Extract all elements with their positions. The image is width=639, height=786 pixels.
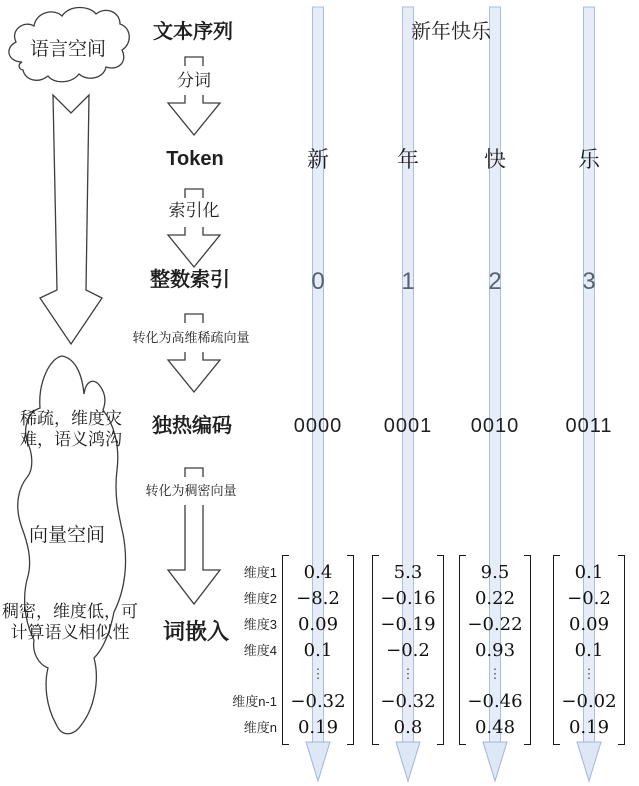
onehot-value-4: 0011	[565, 415, 613, 437]
language-space-label: 语言空间	[29, 39, 106, 60]
index-value-4: 3	[582, 268, 596, 295]
vector-value: −0.19	[380, 614, 436, 635]
transition-tokenize: 分词	[177, 71, 211, 90]
dim-label: 维度2	[243, 591, 277, 606]
vector-ellipsis: ⋮	[488, 667, 502, 682]
embedding-vector-1	[282, 555, 354, 745]
embedding-vector-3	[459, 555, 531, 745]
vector-value: −0.16	[380, 588, 436, 609]
vector-value: 0.8	[393, 717, 423, 738]
sparse-note-line-2: 难，语义鸿沟	[20, 430, 122, 449]
transition-to-sparse: 转化为高维稀疏向量	[132, 330, 250, 345]
vector-value: 0.09	[297, 614, 339, 635]
vector-value: 0.48	[474, 717, 516, 738]
vector-value: −0.32	[380, 691, 436, 712]
index-value-3: 2	[488, 268, 502, 295]
vector-value: 0.93	[474, 640, 516, 661]
vector-ellipsis: ⋮	[401, 667, 415, 682]
vector-value: −0.22	[467, 614, 523, 635]
stage-token: Token	[166, 148, 224, 170]
transition-to-dense: 转化为稠密向量	[145, 483, 237, 498]
token-char-2: 年	[396, 147, 419, 172]
vector-value: 0.19	[297, 717, 339, 738]
embedding-vector-4	[553, 555, 625, 745]
stage-embedding: 词嵌入	[162, 619, 229, 644]
stage-onehot: 独热编码	[152, 415, 232, 437]
vector-value: 0.19	[568, 717, 610, 738]
vector-value: 9.5	[480, 562, 510, 583]
dim-label: 维度1	[243, 565, 277, 580]
dim-label	[213, 664, 277, 685]
transition-indexing: 索引化	[168, 201, 220, 220]
index-value-1: 0	[311, 268, 325, 295]
embedding-vector-2	[372, 555, 444, 745]
dense-note-line-1: 稠密，维度低，可	[2, 602, 138, 621]
vector-value: −8.2	[296, 588, 340, 609]
step-arrow-tokenize	[168, 57, 220, 135]
token-char-1: 新	[306, 147, 329, 172]
dim-label: 维度n-1	[232, 694, 277, 709]
vector-value: 0.1	[574, 562, 604, 583]
dim-label: 维度4	[243, 643, 277, 658]
dim-label: 维度3	[243, 617, 277, 632]
stage-text-sequence: 文本序列	[153, 21, 233, 43]
sentence-header: 新年快乐	[411, 21, 491, 43]
vector-value: −0.2	[567, 588, 611, 609]
vector-value: −0.02	[561, 691, 617, 712]
vector-value: 0.1	[303, 640, 333, 661]
sparse-note-line-1: 稀疏，维度灾	[20, 409, 122, 428]
token-char-4: 乐	[577, 147, 600, 172]
vector-value: 5.3	[393, 562, 423, 583]
vector-value: 0.1	[574, 640, 604, 661]
stage-integer-index: 整数索引	[150, 269, 230, 291]
vector-value: 0.22	[474, 588, 516, 609]
vector-value: −0.32	[290, 691, 346, 712]
vector-ellipsis: ⋮	[582, 667, 596, 682]
vector-value: −0.2	[386, 640, 430, 661]
onehot-value-2: 0001	[383, 415, 433, 437]
vector-value: −0.46	[467, 691, 523, 712]
index-value-2: 1	[401, 268, 415, 295]
step-arrow-to-sparse	[168, 314, 220, 392]
vector-value: 0.09	[568, 614, 610, 635]
token-char-3: 快	[483, 147, 506, 172]
dense-note-line-2: 计算语义相似性	[10, 623, 130, 642]
dimension-labels	[213, 555, 277, 741]
vector-space-label: 向量空间	[28, 525, 105, 546]
vector-value: 0.4	[303, 562, 333, 583]
onehot-value-3: 0010	[470, 415, 520, 437]
vector-ellipsis: ⋮	[311, 667, 325, 682]
onehot-value-1: 0000	[293, 415, 343, 437]
space-transform-arrow	[40, 95, 102, 344]
dim-label: 维度n	[243, 720, 277, 735]
